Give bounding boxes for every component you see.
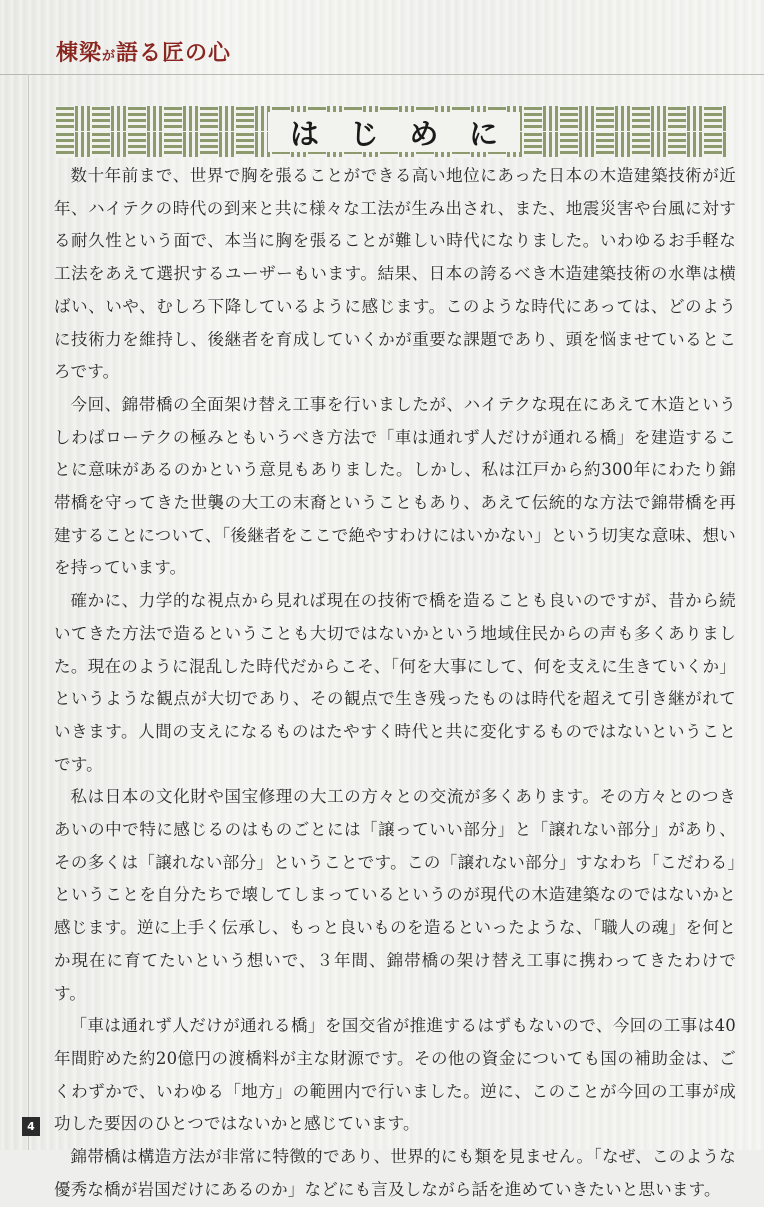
title-char-4: に	[468, 116, 498, 151]
paragraph: 「車は通れず人だけが通れる橋」を国交省が推進するはずもないので、今回の工事は40年間貯めた約20億円の渡橋料が主な財源です。その他の資金についても国の補助金は、ごくわずかで、いわゆる「地方」の範囲内で行いました。逆に、このことが今回の工事が成功した要因のひとつではないかと感じています。	[54, 1016, 736, 1134]
margin-rule	[28, 74, 29, 1150]
title-char-2: じ	[349, 116, 379, 151]
article-body	[54, 160, 736, 1207]
running-header	[0, 28, 764, 75]
paragraph: 数十年前まで、世界で胸を張ることができる高い地位にあった日本の木造建築技術が近年、ハイテクの時代の到来と共に様々な工法が生み出され、また、地震災害や台風に対する耐久性という面で、本当に胸を張ることが難しい時代になりました。いわゆるお手軽な工法をあえて選択するユーザーもいます。結果、日本の誇るべき木造建築技術の水準は横ばい、いや、むしろ下降しているように感じます。このような時代にあっては、どのように技術力を維持し、後継者を育成していくかが重要な課題であり、頭を悩ませているところです。	[54, 166, 736, 382]
page-number: 4	[22, 1117, 40, 1136]
paragraph: 今回、錦帯橋の全面架け替え工事を行いましたが、ハイテクな現在にあえて木造というしわばローテクの極みともいうべき方法で「車は通れず人だけが通れる橋」を建造することに意味があるのかという意見もありました。しかし、私は江戸から約300年にわたり錦帯橋を守ってきた世襲の大工の末裔ということもあり、あえて伝統的な方法で錦帯橋を再建することについて、「後継者をここで絶やすわけにはいかない」という切実な意味、想いを持っています。	[54, 394, 736, 578]
series-logo	[56, 36, 231, 66]
title-char-3: め	[409, 116, 439, 151]
logo-part-4: 匠の心	[162, 40, 232, 66]
logo-part-2: が	[102, 49, 117, 64]
paragraph: 私は日本の文化財や国宝修理の大工の方々との交流が多くあります。その方々とのつきあいの中で特に感じるのはものごとには「譲っていい部分」と「譲れない部分」があり、その多くは「譲れない部分」ということです。この「譲れない部分」すなわち「こだわる」ということを自分たちで壊してしまっているというのが現代の木造建築なのではないかと感じます。逆に上手く伝承し、もっと良いものを造るといったような、「職人の魂」を何とか現在に育てたいという想いで、３年間、錦帯橋の架け替え工事に携わってきたわけです。	[54, 787, 736, 1003]
section-title	[268, 112, 520, 152]
paragraph: 確かに、力学的な視点から見れば現在の技術で橋を造ることも良いのですが、昔から続いてきた方法で造るということも大切ではないかという地域住民からの声も多くありました。現在のように混乱した時代だからこそ、「何を大事にして、何を支えに生きていくか」というような観点が大切であり、その観点で生き残ったものは時代を超えて引き継がれていきます。人間の支えになるものはたやすく時代と共に変化するものではないということです。	[54, 591, 736, 774]
paragraph: 錦帯橋は構造方法が非常に特徴的であり、世界的にも類を見ません。「なぜ、このような優秀な橋が岩国だけにあるのか」などにも言及しながら話を進めていきたいと思います。	[54, 1147, 736, 1199]
logo-part-3: 語る	[116, 40, 163, 66]
section-banner	[56, 106, 728, 158]
title-char-1: は	[290, 116, 320, 151]
logo-part-1: 棟梁	[56, 40, 103, 66]
